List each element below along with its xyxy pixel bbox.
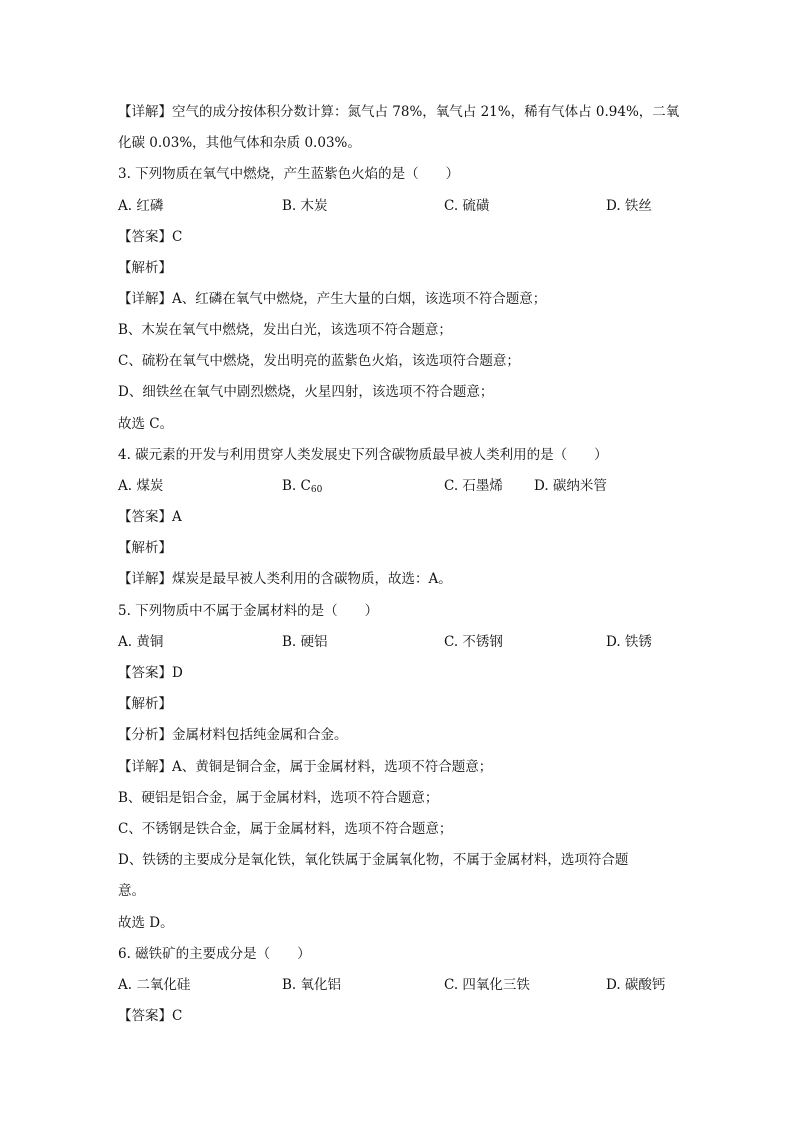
q6-option-c: C. 四氧化三铁 bbox=[444, 977, 530, 993]
q3-conclusion: 故选 C。 bbox=[118, 416, 174, 432]
q4-option-d: D. 碳纳米管 bbox=[534, 478, 607, 494]
q5-option-a: A. 黄铜 bbox=[118, 634, 164, 650]
q3-question: 3. 下列物质在氧气中燃烧，产生蓝紫色火焰的是（ ） bbox=[118, 166, 460, 182]
q2-detail-line1: 【详解】空气的成分按体积分数计算：氮气占 78%，氧气占 21%，稀有气体占 0.94%，二氧 bbox=[118, 104, 680, 120]
q3-option-c: C. 硫磺 bbox=[444, 198, 490, 214]
q5-option-b: B. 硬铝 bbox=[282, 634, 328, 650]
q4-answer: 【答案】A bbox=[118, 509, 182, 525]
q4-detail-line: 【详解】煤炭是最早被人类利用的含碳物质，故选：A。 bbox=[118, 571, 452, 587]
q3-answer: 【答案】C bbox=[118, 229, 183, 245]
q5-detail-line: B、硬铝是铝合金，属于金属材料，选项不符合题意； bbox=[118, 790, 439, 806]
q5-analysis: 【解析】 bbox=[118, 696, 172, 712]
q3-option-b: B. 木炭 bbox=[282, 198, 328, 214]
q3-detail-line: D、细铁丝在氧气中剧烈燃烧，火星四射，该选项不符合题意； bbox=[118, 384, 494, 400]
q5-conclusion: 故选 D。 bbox=[118, 915, 174, 931]
q6-answer: 【答案】C bbox=[118, 1008, 183, 1024]
q6-question: 6. 磁铁矿的主要成分是（ ） bbox=[118, 946, 311, 962]
q3-detail-line: 【详解】A、红磷在氧气中燃烧，产生大量的白烟，该选项不符合题意； bbox=[118, 291, 547, 307]
q3-analysis: 【解析】 bbox=[118, 260, 172, 276]
q3-detail-line: C、硫粉在氧气中燃烧，发出明亮的蓝紫色火焰，该选项符合题意； bbox=[118, 353, 520, 369]
q4-option-b-subscript: 60 bbox=[310, 485, 323, 495]
q3-detail-line: B、木炭在氧气中燃烧，发出白光，该选项不符合题意； bbox=[118, 322, 452, 338]
q3-option-a: A. 红磷 bbox=[118, 198, 164, 214]
q6-option-b: B. 氧化铝 bbox=[282, 977, 342, 993]
q5-detail-line: 意。 bbox=[118, 883, 145, 899]
q5-detail-line: D、铁锈的主要成分是氧化铁，氧化铁属于金属氧化物，不属于金属材料，选项符合题 bbox=[118, 852, 629, 868]
q4-option-a: A. 煤炭 bbox=[118, 478, 164, 494]
q4-option-b bbox=[282, 476, 322, 496]
q5-question: 5. 下列物质中不属于金属材料的是（ ） bbox=[118, 603, 379, 619]
q4-option-c: C. 石墨烯 bbox=[444, 478, 503, 494]
q4-question: 4. 碳元素的开发与利用贯穿人类发展史下列含碳物质最早被人类利用的是（ ） bbox=[118, 447, 608, 463]
q5-detail-line: C、不锈钢是铁合金，属于金属材料，选项不符合题意； bbox=[118, 821, 453, 837]
q5-answer: 【答案】D bbox=[118, 665, 183, 681]
q4-analysis: 【解析】 bbox=[118, 540, 172, 556]
q5-option-d: D. 铁锈 bbox=[606, 634, 652, 650]
q5-detail-line: 【详解】A、黄铜是铜合金，属于金属材料，选项不符合题意； bbox=[118, 759, 493, 775]
q4-option-b-text: B. C bbox=[282, 478, 311, 494]
q2-detail-line2: 化碳 0.03%，其他气体和杂质 0.03%。 bbox=[118, 135, 361, 151]
q6-option-a: A. 二氧化硅 bbox=[118, 977, 191, 993]
q3-option-d: D. 铁丝 bbox=[606, 198, 652, 214]
q6-option-d: D. 碳酸钙 bbox=[606, 977, 666, 993]
q5-option-c: C. 不锈钢 bbox=[444, 634, 503, 650]
q5-fenxi: 【分析】金属材料包括纯金属和合金。 bbox=[118, 727, 348, 743]
